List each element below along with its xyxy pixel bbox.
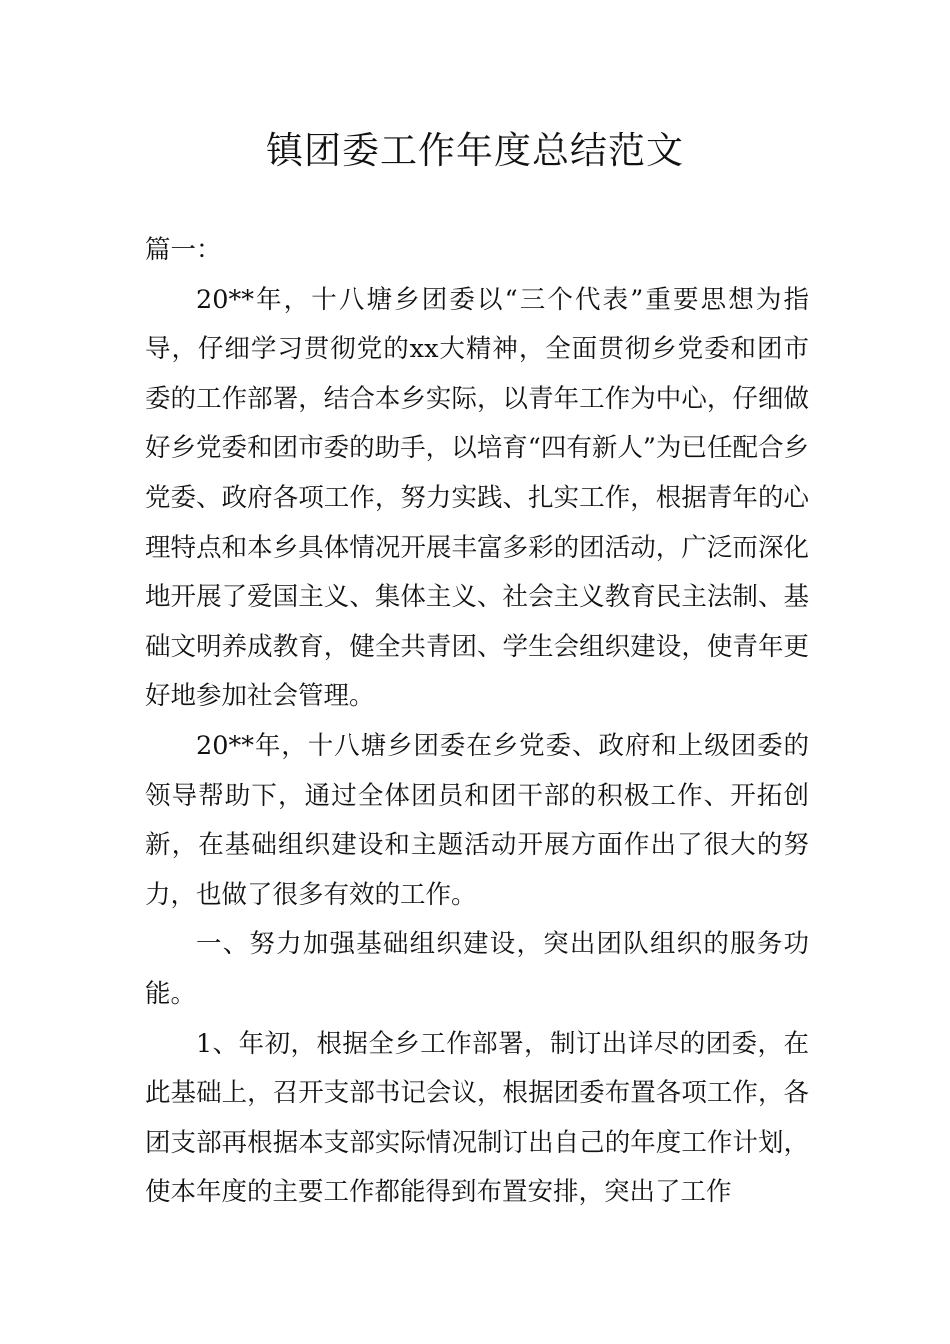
paragraph-1: 20**年，十八塘乡团委以“三个代表”重要思想为指导，仔细学习贯彻党的xx大精神，全面贯彻乡党委和团市委的工作部署，结合本乡实际，以青年工作为中心，仔细做好乡党委和团市委的助手，以培育“四有新人”为已任配合乡党委、政府各项工作，努力实践、扎实工作，根据青年的心理特点和本乡具体情况开展丰富多彩的团活动，广泛而深化地开展了爱国主义、集体主义、社会主义教育民主法制、基础文明养成教育，健全共青团、学生会组织建设，使青年更好地参加社会管理。 [145,284,809,712]
section-label: 篇一： [145,235,222,265]
section-heading-1: 一、努力加强基础组织建设，突出团队组织的服务功能。 [145,929,809,1009]
paragraph-3: 1、年初，根据全乡工作部署，制订出详尽的团委，在此基础上，召开支部书记会议，根据团委布置各项工作，各团支部再根据本支部实际情况制订出自己的年度工作计划，使本年度的主要工作都能得到布置安排，突出了工作 [145,1028,809,1208]
document-body [145,226,809,1218]
paragraph-2: 20**年，十八塘乡团委在乡党委、政府和上级团委的领导帮助下，通过全体团员和团干部的积极工作、开拓创新，在基础组织建设和主题活动开展方面作出了很大的努力，也做了很多有效的工作。 [145,730,809,910]
document-title: 镇团委工作年度总结范文 [266,129,684,172]
